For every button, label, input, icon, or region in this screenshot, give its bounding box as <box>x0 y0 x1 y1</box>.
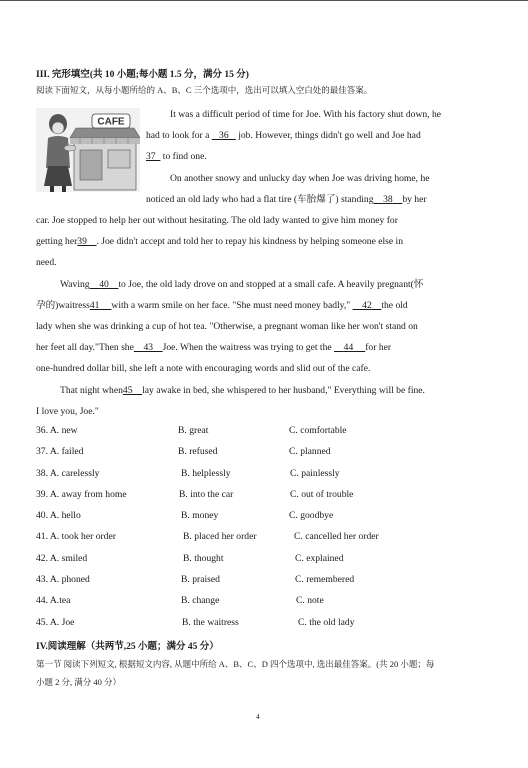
option-a: 43. A. phoned <box>36 574 90 585</box>
page-number: 4 <box>256 712 260 721</box>
option-b: B. refused <box>178 446 218 457</box>
section-3-instruction: 阅读下面短文，从每小题所给的 A、B、C 三个选项中，选出可以填入空白处的最佳答案。 <box>36 85 373 95</box>
option-c: C. painlessly <box>290 468 340 479</box>
blank-36: 36 <box>219 130 229 141</box>
passage-line: That night when45 lay awake in bed, she whispered to her husband," Everything will be fine. <box>60 385 425 396</box>
passage-line: one-hundred dollar bill, she left a note with encouraging words and slid out of the cafe. <box>36 363 371 374</box>
passage-line: Waving 40 to Joe, the old lady drove on and stopped at a small cafe. A heavily pregnant(怀 <box>60 279 424 290</box>
option-b: B. helplessly <box>181 468 231 479</box>
option-a: 45. A. Joe <box>36 617 75 628</box>
blank-39: 39 <box>77 236 87 247</box>
section-3-title: III. 完形填空(共 10 小题;每小题 1.5 分，满分 15 分) <box>36 70 249 80</box>
option-b: B. great <box>178 425 209 436</box>
option-b: B. placed her order <box>183 531 257 542</box>
option-b: B. change <box>181 595 220 606</box>
passage-line: I love you, Joe." <box>36 406 99 417</box>
blank-42: 42 <box>362 300 372 311</box>
passage-line: car. Joe stopped to help her out without hesitating. The old lady wanted to give him money for <box>36 215 398 226</box>
option-b: B. the waitress <box>182 617 239 628</box>
passage-line: getting her39 . Joe didn't accept and told her to repay his kindness by helping someone else in <box>36 236 404 247</box>
blank-41: 41 <box>89 300 100 311</box>
section-4-instruction-cont: 小题 2 分, 满分 40 分） <box>36 677 122 687</box>
option-c: C. note <box>296 595 324 606</box>
option-a: 37. A. failed <box>36 446 84 457</box>
page-top-border <box>0 0 528 1</box>
passage-line: It was a difficult period of time for Joe. With his factory shut down, he <box>170 109 442 120</box>
option-c: C. planned <box>289 446 331 457</box>
option-b: B. thought <box>183 553 224 564</box>
blank-40: 40 <box>99 279 109 290</box>
section-4-title: IV.阅读理解（共两节,25 小题；满分 45 分） <box>36 642 219 652</box>
option-c: C. out of trouble <box>290 489 354 500</box>
option-b: B. into the car <box>179 489 234 500</box>
option-a: 42. A. smiled <box>36 553 88 564</box>
passage-line: On another snowy and unlucky day when Joe was driving home, he <box>170 173 430 184</box>
option-a: 39. A. away from home <box>36 489 127 500</box>
option-c: C. the old lady <box>298 617 355 628</box>
passage-line: noticed an old lady who had a flat tire (车胎爆了) standing 38 by her <box>146 194 427 205</box>
passage-line: 孕的)waitress41 with a warm smile on her face. "She must need money badly," 42 the old <box>36 300 408 311</box>
option-a: 38. A. carelessly <box>36 468 100 479</box>
option-c: C. goodbye <box>289 510 334 521</box>
cafe-illustration <box>36 108 140 192</box>
passage-line: need. <box>36 257 57 268</box>
option-a: 44. A.tea <box>36 595 71 606</box>
blank-38: 38 <box>383 194 393 205</box>
option-a: 36. A. new <box>36 425 78 436</box>
passage-line: had to look for a 36 job. However, things didn't go well and Joe had <box>146 130 421 141</box>
passage-line: lady when she was drinking a cup of hot tea. "Otherwise, a pregnant woman like her won't stand on <box>36 321 418 332</box>
option-b: B. praised <box>181 574 220 585</box>
option-b: B. money <box>181 510 219 521</box>
option-a: 40. A. hello <box>36 510 81 521</box>
blank-43: 43 <box>143 342 154 353</box>
passage-line: her feet all day."Then she 43 Joe. When the waitress was trying to get the 44 for her <box>36 342 392 353</box>
blank-37: 37 <box>146 151 156 162</box>
option-c: C. cancelled her order <box>294 531 379 542</box>
cafe-sign-text: CAFE <box>97 116 125 128</box>
blank-44: 44 <box>343 342 354 353</box>
option-c: C. remembered <box>295 574 355 585</box>
passage-line: 37 to find one. <box>146 151 207 162</box>
section-4-instruction: 第一节 阅读下列短文, 根据短文内容, 从题中所给 A、B、C、D 四个选项中, 选出最佳答案。(共 20 小题；每 <box>36 659 435 669</box>
option-a: 41. A. took her order <box>36 531 116 542</box>
option-c: C. comfortable <box>289 425 347 436</box>
option-c: C. explained <box>295 553 344 564</box>
blank-45: 45 <box>122 385 133 396</box>
